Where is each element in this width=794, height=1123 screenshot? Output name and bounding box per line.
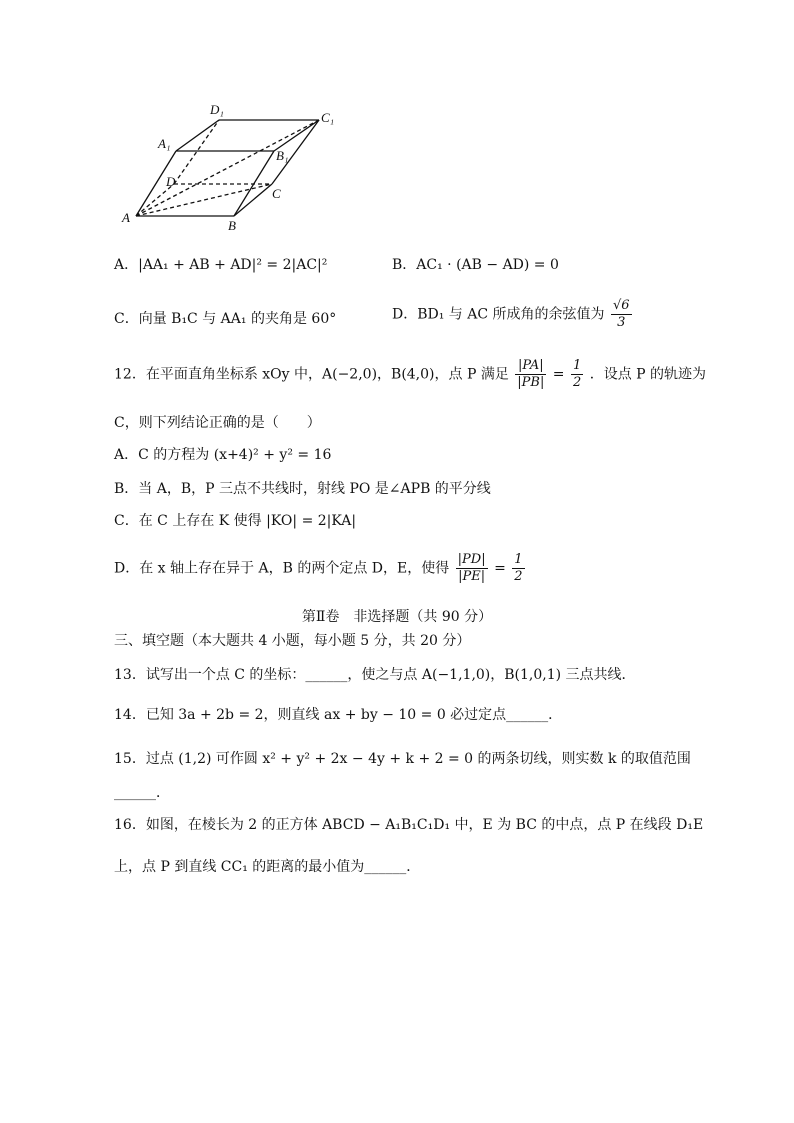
q11-option-d-fraction: [611, 298, 632, 331]
q16-line1: 16．如图，在棱长为 2 的正方体 ABCD − A₁B₁C₁D₁ 中，E 为 BC 的中点，点 P 在线段 D₁E: [114, 817, 704, 833]
q12-option-c: C．在 C 上存在 K 使得 |KO| = 2|KA|: [114, 513, 357, 529]
label-B: B: [228, 218, 236, 233]
q13: 13．试写出一个点 C 的坐标：______，使之与点 A(−1,1,0)，B(1,0,1) 三点共线．: [114, 667, 636, 683]
fraction-numerator: |PD|: [457, 552, 486, 567]
label-C: C: [272, 186, 281, 201]
fraction-denominator: 2: [572, 375, 582, 390]
label-A1: A₁: [158, 136, 171, 151]
q12-stem-line2: C，则下列结论正确的是（ ）: [114, 415, 321, 431]
q12-stem-text-end: ．设点 P 的轨迹为: [589, 366, 707, 383]
label-B1: B₁: [276, 148, 289, 163]
q12-ratio-fraction: [515, 358, 546, 391]
q12-option-d-fraction: [456, 552, 488, 585]
fraction-denominator: 3: [617, 315, 626, 330]
fraction-denominator: |PE|: [458, 569, 486, 584]
label-D1: D₁: [210, 102, 224, 117]
q12-option-a: A．C 的方程为 (x+4)² + y² = 16: [114, 447, 332, 463]
part2-title: 第Ⅱ卷 非选择题（共 90 分）: [301, 609, 493, 625]
section3-heading: 三、填空题（本大题共 4 小题，每小题 5 分，共 20 分）: [114, 633, 471, 649]
q11-option-d-text: D．BD₁ 与 AC 所成角的余弦值为: [392, 306, 605, 323]
q12-stem-text: 12．在平面直角坐标系 xOy 中，A(−2,0)，B(4,0)，点 P 满足: [114, 366, 509, 383]
fraction-numerator: 1: [514, 552, 523, 567]
fraction-numerator: √6: [612, 298, 630, 313]
q11-option-b: B．AC₁ · (AB − AD) = 0: [392, 257, 559, 273]
q12-half-fraction: [571, 358, 583, 391]
parallelepiped-figure: [114, 96, 354, 236]
edge-DD1: [174, 120, 219, 184]
label-D: D: [166, 174, 176, 189]
edge-B1C1: [274, 120, 319, 151]
q15-line1: 15．过点 (1,2) 可作圆 x² + y² + 2x − 4y + k + 2 = 0 的两条切线，则实数 k 的取值范围: [114, 751, 691, 767]
fraction-denominator: |PB|: [517, 375, 545, 390]
q16-line2: 上，点 P 到直线 CC₁ 的距离的最小值为______．: [114, 859, 421, 875]
q15-line2: ______．: [114, 785, 170, 801]
fraction-numerator: 1: [572, 358, 582, 373]
q11-option-a: A．|AA₁ + AB + AD|² = 2|AC|²: [114, 257, 328, 273]
q11-option-c: C．向量 B₁C 与 AA₁ 的夹角是 60°: [114, 311, 337, 327]
q12-option-d: [114, 552, 527, 585]
q14: 14．已知 3a + 2b = 2，则直线 ax + by − 10 = 0 必过定点______．: [114, 707, 563, 723]
edge-A1D1: [176, 120, 219, 151]
fraction-numerator: |PA|: [515, 358, 546, 375]
equals-sign: =: [494, 560, 506, 577]
fraction-denominator: 2: [514, 569, 523, 584]
diagonal-AC: [136, 184, 272, 216]
label-C1: C₁: [321, 110, 335, 125]
label-A: A: [122, 210, 130, 225]
q12-stem-line1: [114, 358, 706, 391]
q12-option-b: B．当 A，B，P 三点不共线时，射线 PO 是∠APB 的平分线: [114, 481, 491, 497]
equals-sign: =: [552, 366, 565, 383]
q12-option-d-half-fraction: [512, 552, 524, 585]
q12-option-d-text: D．在 x 轴上存在异于 A，B 的两个定点 D，E，使得: [114, 560, 450, 577]
q11-option-d: [392, 298, 634, 331]
diagonal-AC1: [136, 120, 319, 216]
